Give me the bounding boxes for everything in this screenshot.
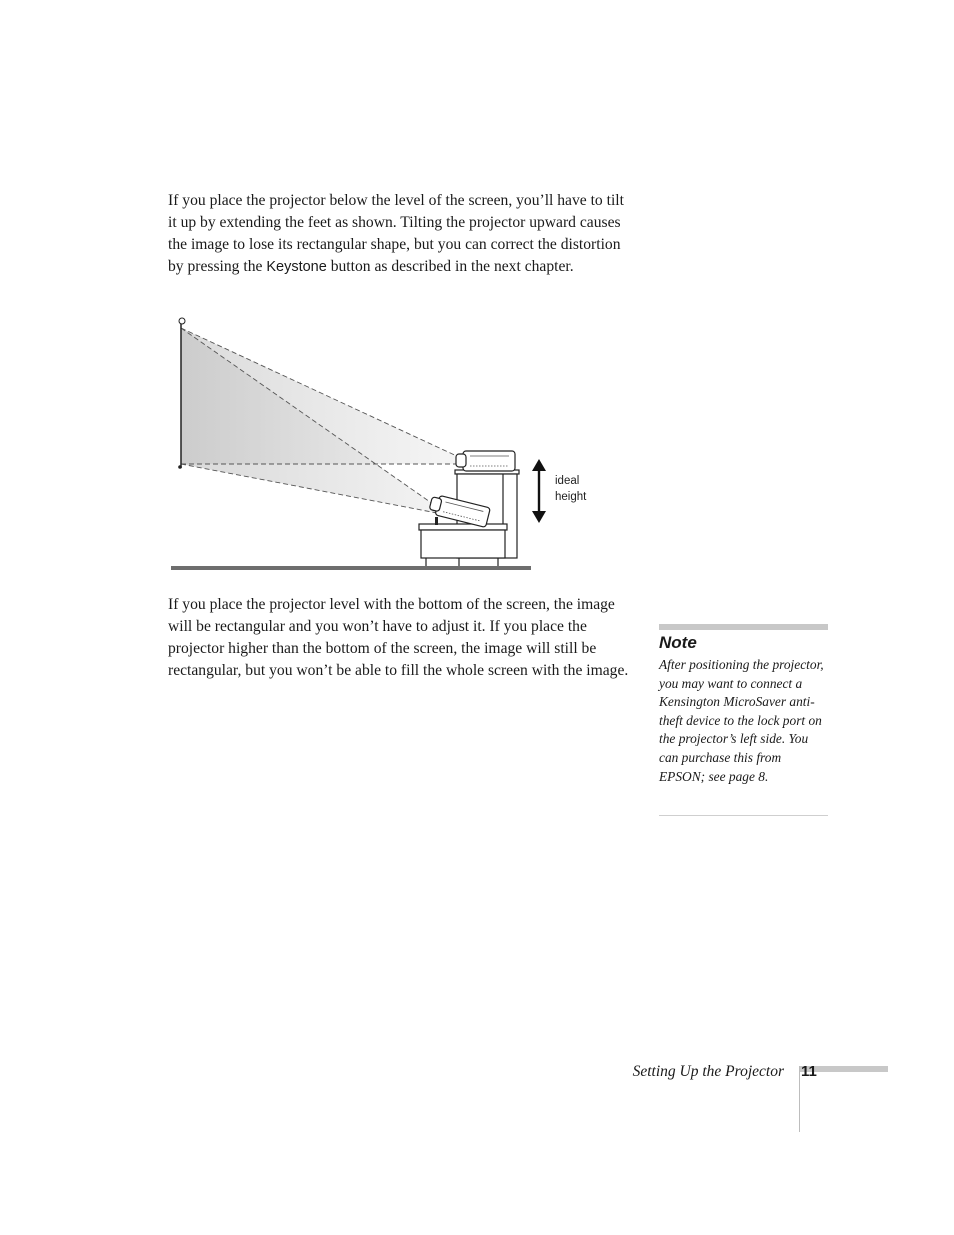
body-paragraph-1: [168, 190, 633, 278]
keystone-button-name: Keystone: [266, 259, 327, 275]
screen-bottom-marker: [178, 465, 182, 469]
note-heading: Note: [659, 633, 697, 652]
projector-level: [456, 451, 515, 471]
footer-divider: [799, 1066, 800, 1132]
body-paragraph-2: If you place the projector level with the bottom of the screen, the image will be rectangular and you won’t have to adjust it. If you place the projector higher than the bottom of the screen, the image will still be rectangular, but you won’t be able to fill the whole screen with the image.: [168, 596, 629, 679]
paragraph-text: button as described in the next chapter.: [326, 258, 574, 275]
projector-foot: [435, 517, 438, 525]
page-number: 11: [801, 1063, 817, 1080]
ideal-height-label: ideal: [555, 475, 580, 487]
note-text: After positioning the projector, you may want to connect a Kensington MicroSaver anti-theft device to the lock port on the projector’s left side. You can purchase this from EPSON; see page 8.: [659, 657, 824, 784]
note-sidebar: [659, 624, 828, 816]
floor-line: [171, 566, 531, 570]
paragraph-text: If you place the projector below the level of the screen, you’ll have to tilt it up by extending the feet as shown. Tilting the projector upward causes the image to lose its rectangular shape, but you can correct the distortion by pressing the: [168, 192, 624, 275]
ideal-height-arrow: [532, 459, 546, 523]
screen-top-marker: [179, 318, 185, 324]
footer-chapter-title: Setting Up the Projector: [632, 1063, 784, 1080]
projector-placement-diagram: [165, 312, 605, 574]
projection-beam-tilted: [181, 328, 437, 513]
low-table: [419, 524, 507, 566]
ideal-height-label: height: [555, 491, 587, 503]
